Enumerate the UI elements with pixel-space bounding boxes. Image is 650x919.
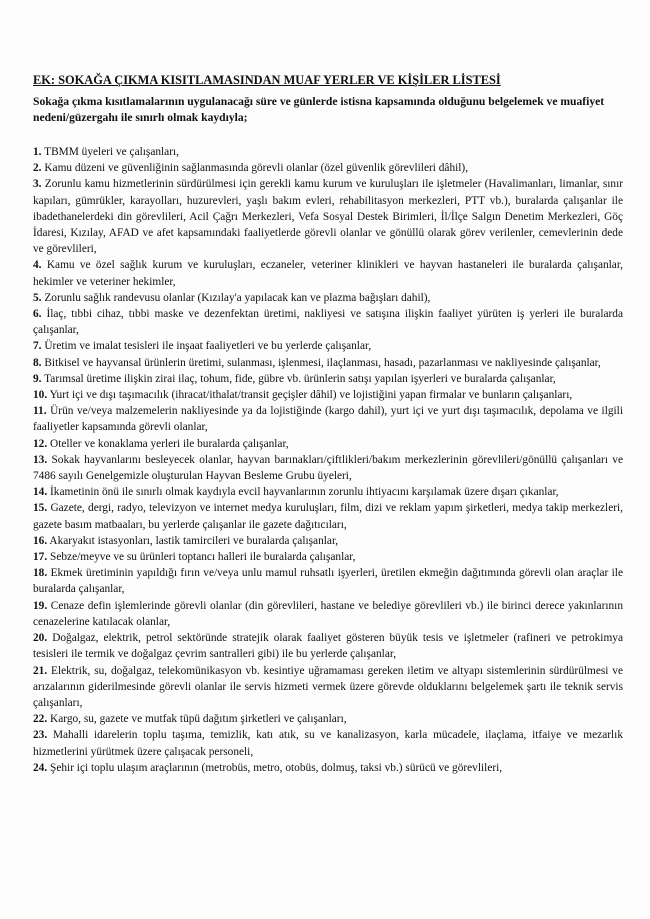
list-item-number: 21. — [33, 664, 48, 677]
list-item-text: Doğalgaz, elektrik, petrol sektöründe stratejik olarak faaliyet gösteren büyük tesis ve işletmeler (rafineri ve petrokimya tesisleri ile termik ve doğalgaz çevrim santralleri gibi) ile bu yerlerde çalışanlar, — [33, 632, 623, 661]
list-item — [33, 452, 623, 484]
list-item-text: Yurt içi ve dışı taşımacılık (ihracat/ithalat/transit geçişler dâhil) ve lojistiğini yapan firmalar ve bunların çalışanları, — [49, 389, 573, 402]
list-item-text: Elektrik, su, doğalgaz, telekomünikasyon vb. kesintiye uğramaması gereken iletim ve altyapı sistemlerinin sürdürülmesi ve arızalarının giderilmesinde görevli olanlar ile servis hizmeti vermek üzere görevde olduklarını belgelemek şartı ile teknik servis çalışanları, — [33, 664, 623, 709]
list-item — [33, 290, 623, 306]
list-item — [33, 711, 623, 727]
list-item-text: Bitkisel ve hayvansal ürünlerin üretimi, sulanması, işlenmesi, ilaçlanması, hasadı, pazarlanması ve nakliyesinde çalışanlar, — [44, 356, 601, 369]
list-item — [33, 257, 623, 289]
list-item-text: Üretim ve imalat tesisleri ile inşaat faaliyetleri ve bu yerlerde çalışanlar, — [44, 340, 372, 353]
list-item-text: Ürün ve/veya malzemelerin nakliyesinde ya da lojistiğinde (kargo dahil), yurt içi ve yurt dışı taşımacılık, depolama ve ilgili faaliyetler kapsamında görevli olanlar, — [33, 405, 623, 434]
list-item — [33, 727, 623, 759]
list-item-number: 23. — [33, 729, 48, 742]
list-item-text: Kargo, su, gazete ve mutfak tüpü dağıtım şirketleri ve çalışanları, — [50, 713, 347, 726]
list-item — [33, 144, 623, 160]
list-item — [33, 500, 623, 532]
list-item — [33, 760, 623, 776]
list-item-number: 18. — [33, 567, 48, 580]
list-item-text: TBMM üyeleri ve çalışanları, — [44, 146, 179, 158]
list-item-number: 4. — [33, 259, 42, 272]
list-item — [33, 371, 623, 387]
list-item — [33, 663, 623, 712]
list-item — [33, 549, 623, 565]
list-item-number: 1. — [33, 146, 42, 158]
scan-artifact: · · · — [10, 30, 49, 36]
list-item-number: 16. — [33, 534, 48, 547]
list-item-number: 17. — [33, 551, 48, 564]
list-item-text: Ekmek üretiminin yapıldığı fırın ve/veya unlu mamul ruhsatlı işyerleri, üretilen ekmeğin dağıtımında görevli olan araçlar ile buralarda çalışanlar, — [33, 567, 623, 596]
list-item-text: İlaç, tıbbi cihaz, tıbbi maske ve dezenfektan üretimi, nakliyesi ve satışına ilişkin faaliyet yürüten iş yerleri ile buralarda çalışanlar, — [33, 308, 623, 337]
list-item-number: 9. — [33, 372, 42, 385]
list-item-number: 24. — [33, 761, 48, 774]
list-item — [33, 630, 623, 662]
list-item-number: 15. — [33, 502, 48, 515]
list-item — [33, 598, 623, 630]
list-item-number: 5. — [33, 291, 42, 304]
list-item — [33, 176, 623, 257]
list-item-text: Sebze/meyve ve su ürünleri toptancı halleri ile buralarda çalışanlar, — [50, 551, 356, 564]
list-item-number: 2. — [33, 162, 42, 175]
list-item — [33, 403, 623, 435]
list-item-number: 7. — [33, 340, 42, 353]
list-item-number: 8. — [33, 356, 42, 369]
list-item-number: 13. — [33, 453, 48, 466]
list-item — [33, 484, 623, 500]
list-item-text: Sokak hayvanlarını besleyecek olanlar, hayvan barınakları/çiftlikleri/bakım merkezlerinin görevlileri/gönüllü çalışanları ve 7486 sayılı Genelgemizle oluşturulan Hayvan Besleme Grubu üyeleri, — [33, 453, 623, 483]
list-item-number: 11. — [33, 405, 47, 418]
list-item — [33, 533, 623, 549]
document-title: EK: SOKAĞA ÇIKMA KISITLAMASINDAN MUAF YERLER VE KİŞİLER LİSTESİ — [33, 73, 501, 87]
list-item-number: 6. — [33, 308, 42, 321]
list-item-number: 20. — [33, 632, 48, 645]
list-item — [33, 436, 623, 452]
document-intro: Sokağa çıkma kısıtlamalarının uygulanacağı süre ve günlerde istisna kapsamında olduğunu belgelemek ve muafiyet nedeni/güzergahı ile sınırlı olmak kaydıyla; — [33, 95, 605, 124]
list-item-text: Zorunlu kamu hizmetlerinin sürdürülmesi için gerekli kamu kurum ve kuruluşları ile işletmeler (Havalimanları, limanlar, sınır kapıları, gümrükler, karayolları, huzurevleri, yaşlı bakım evleri, rehabilitasyon merkezleri, PTT vb.), buralarda çalışanlar ile ibadethanelerdeki din görevlileri, Acil Çağrı Merkezleri, Vefa Sosyal Destek Birimleri, İl/İlçe Salgın Denetim Merkezleri, Göç İdaresi, Kızılay, AFAD ve afet kapsamındaki faaliyetlerde görevli olanlar ve gönüllü olarak görev verilenler, cemevlerinin dede ve görevlileri, — [33, 178, 623, 256]
list-item-text: Kamu düzeni ve güvenliğinin sağlanmasında görevli olanlar (özel güvenlik görevlileri dâhil), — [44, 162, 469, 175]
list-item-text: Mahalli idarelerin toplu taşıma, temizlik, katı atık, su ve kanalizasyon, karla mücadele, ilaçlama, itfaiye ve mezarlık hizmetlerini yürütmek üzere çalışacak personeli, — [33, 729, 623, 758]
list-item-number: 3. — [33, 178, 42, 191]
list-item-text: Gazete, dergi, radyo, televizyon ve internet medya kuruluşları, film, dizi ve reklam yapım şirketleri, medya takip merkezleri, gazete basım matbaaları, bu yerlerde çalışanlar ile gazete dağıtıcıları, — [33, 502, 623, 531]
list-item-text: İkametinin önü ile sınırlı olmak kaydıyla evcil hayvanlarının zorunlu ihtiyacını karşılamak üzere dışarı çıkanlar, — [50, 486, 559, 499]
document-body — [33, 72, 623, 776]
list-item-text: Kamu ve özel sağlık kurum ve kuruluşları, eczaneler, veteriner klinikleri ve hayvan hastaneleri ile buralarda çalışanlar, hekimler ve veteriner hekimler, — [33, 259, 624, 288]
list-item-text: Şehir içi toplu ulaşım araçlarının (metrobüs, metro, otobüs, dolmuş, taksi vb.) sürücü ve görevlileri, — [50, 761, 503, 774]
exemption-list — [33, 144, 623, 776]
list-item-number: 12. — [33, 437, 48, 450]
list-item-number: 14. — [33, 486, 48, 499]
list-item — [33, 355, 623, 371]
list-item-number: 22. — [33, 713, 48, 726]
list-item-text: Zorunlu sağlık randevusu olanlar (Kızılay'a yapılacak kan ve plazma bağışları dahil), — [44, 291, 431, 304]
list-item-number: 19. — [33, 599, 48, 612]
list-item — [33, 306, 623, 338]
list-item — [33, 565, 623, 597]
list-item — [33, 338, 623, 354]
list-item-text: Oteller ve konaklama yerleri ile buralarda çalışanlar, — [50, 437, 289, 450]
list-item-text: Tarımsal üretime ilişkin zirai ilaç, tohum, fide, gübre vb. ürünlerin satışı yapılan işyerleri ve buralarda çalışanlar, — [44, 372, 556, 385]
list-item-text: Cenaze defin işlemlerinde görevli olanlar (din görevlileri, hastane ve belediye görevlileri vb.) ile birinci derece yakınlarının cenazelerine katılacak olanlar, — [33, 599, 623, 628]
list-item — [33, 387, 623, 403]
list-item-number: 10. — [33, 389, 48, 402]
list-item-text: Akaryakıt istasyonları, lastik tamircileri ve buralarda çalışanlar, — [49, 534, 339, 547]
list-item — [33, 160, 623, 176]
